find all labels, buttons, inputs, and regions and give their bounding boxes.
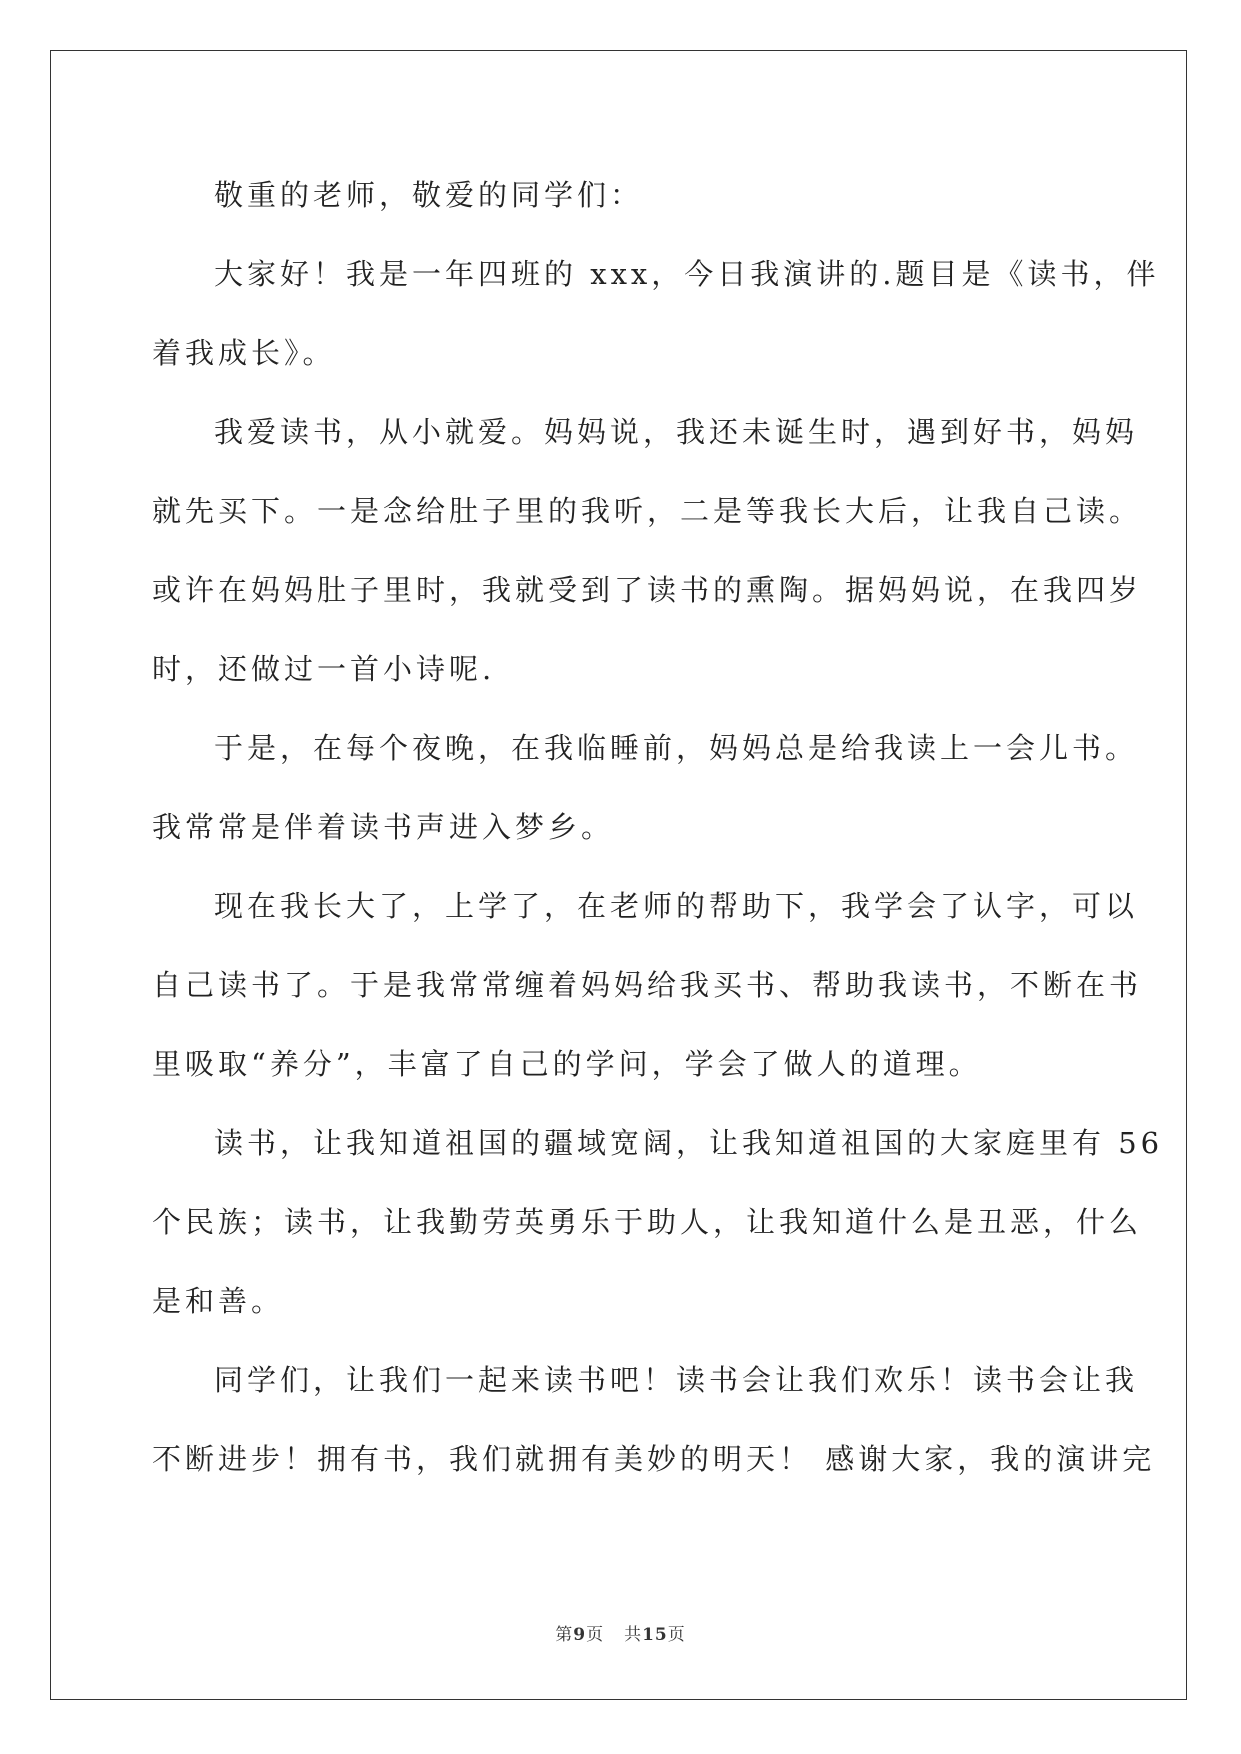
- footer-page-number: 9: [573, 1625, 587, 1645]
- text-line: 就先买下。一是念给肚子里的我听，二是等我长大后，让我自己读。: [152, 494, 1143, 528]
- text-line: 里吸取“养分”，丰富了自己的学问，学会了做人的道理。: [152, 1047, 982, 1081]
- footer-page-suffix: 页: [586, 1625, 605, 1645]
- page-footer: [0, 1620, 1241, 1645]
- text-line: 大家好！我是一年四班的 xxx，今日我演讲的.题目是《读书，伴: [214, 257, 1160, 291]
- text-line: 不断进步！拥有书，我们就拥有美妙的明天！ 感谢大家，我的演讲完: [152, 1442, 1156, 1476]
- text-line: 我爱读书，从小就爱。妈妈说，我还未诞生时，遇到好书，妈妈: [214, 415, 1139, 449]
- text-line: 个民族；读书，让我勤劳英勇乐于助人，让我知道什么是丑恶，什么: [152, 1205, 1143, 1239]
- text-line: 时，还做过一首小诗呢.: [152, 652, 496, 686]
- text-line: 着我成长》。: [152, 336, 336, 370]
- text-line: 同学们，让我们一起来读书吧！读书会让我们欢乐！读书会让我: [214, 1363, 1139, 1397]
- text-line: 是和善。: [152, 1284, 285, 1318]
- text-line-greeting: 敬重的老师，敬爱的同学们：: [214, 178, 644, 212]
- text-line: 于是，在每个夜晚，在我临睡前，妈妈总是给我读上一会儿书。: [214, 731, 1139, 765]
- footer-total-suffix: 页: [667, 1625, 686, 1645]
- footer-page-prefix: 第: [555, 1625, 574, 1645]
- text-line: 我常常是伴着读书声进入梦乡。: [152, 810, 615, 844]
- footer-total-pages: 15: [642, 1625, 668, 1645]
- text-line: 现在我长大了，上学了，在老师的帮助下，我学会了认字，可以: [214, 889, 1139, 923]
- footer-total-prefix: 共: [624, 1625, 643, 1645]
- text-line: 自己读书了。于是我常常缠着妈妈给我买书、帮助我读书，不断在书: [152, 968, 1143, 1002]
- text-line: 读书，让我知道祖国的疆域宽阔，让我知道祖国的大家庭里有 56: [214, 1126, 1164, 1160]
- text-line: 或许在妈妈肚子里时，我就受到了读书的熏陶。据妈妈说，在我四岁: [152, 573, 1143, 607]
